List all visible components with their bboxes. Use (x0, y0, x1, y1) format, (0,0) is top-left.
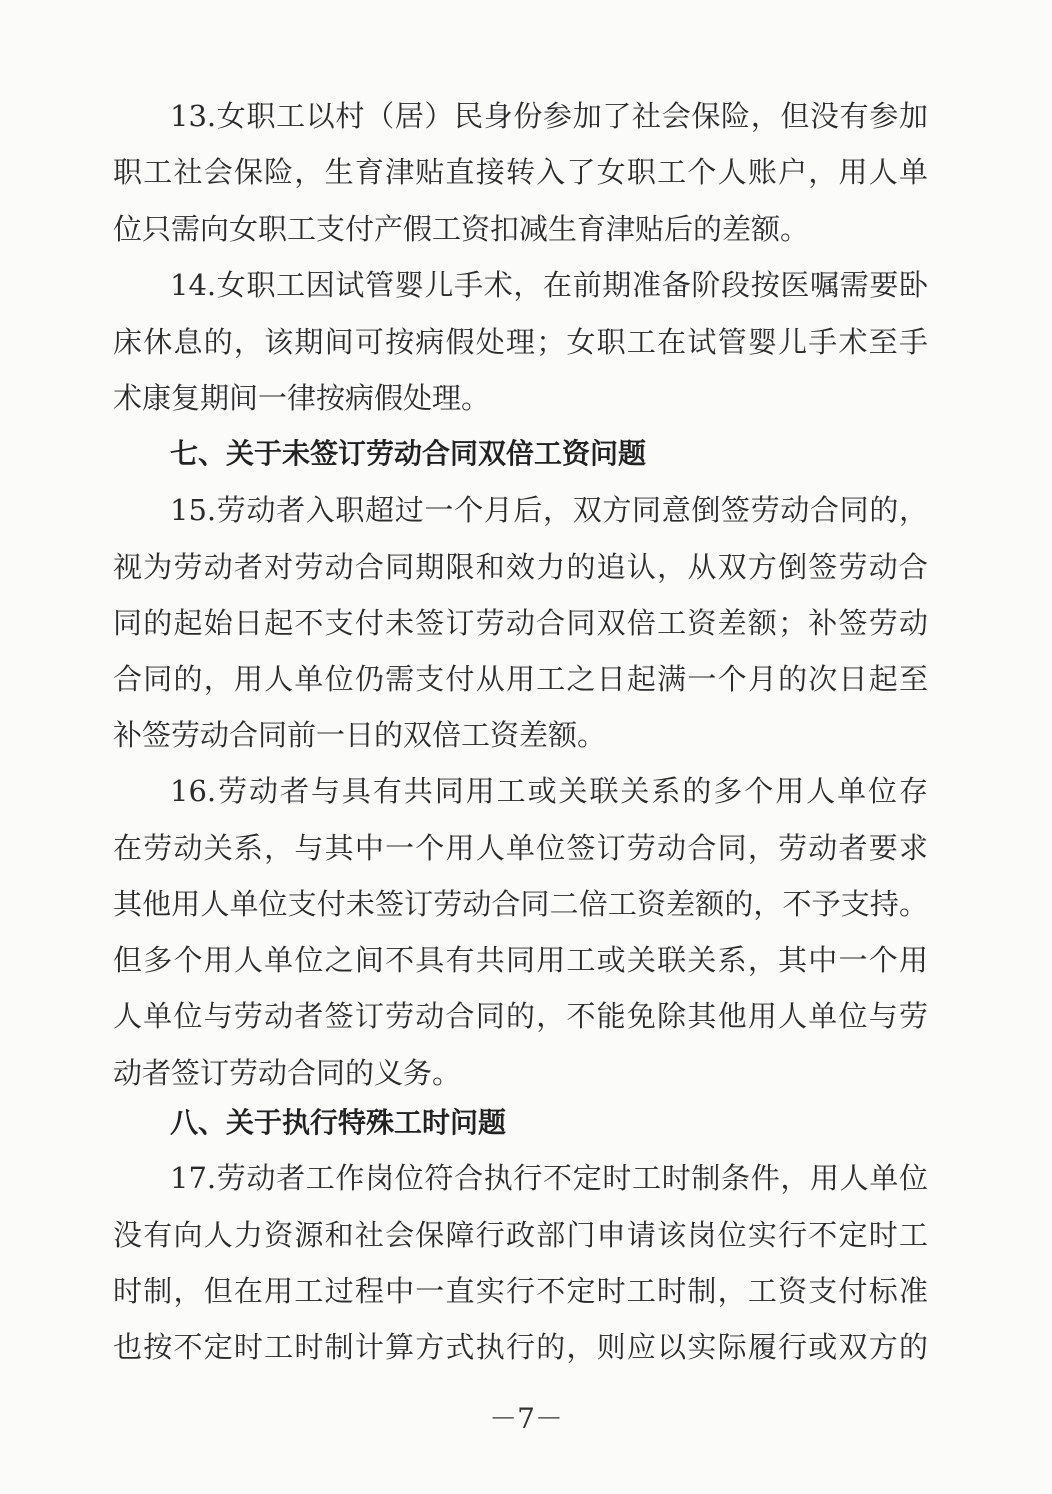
paragraph-16-line-3: 其他用人单位支付未签订劳动合同二倍工资差额的，不予支持。 (113, 887, 928, 921)
paragraph-16-line-2: 在劳动关系，与其中一个用人单位签订劳动合同，劳动者要求 (113, 831, 928, 865)
paragraph-16-line-4: 但多个用人单位之间不具有共同用工或关联关系，其中一个用 (113, 943, 928, 977)
paragraph-14-line-2: 床休息的，该期间可按病假处理；女职工在试管婴儿手术至手 (113, 325, 928, 359)
paragraph-13-line-1: 13.女职工以村（居）民身份参加了社会保险，但没有参加 (170, 99, 928, 133)
paragraph-15-line-2: 视为劳动者对劳动合同期限和效力的追认，从双方倒签劳动合 (113, 550, 928, 584)
section-heading-7: 七、关于未签订劳动合同双倍工资问题 (170, 437, 647, 470)
paragraph-15-line-5: 补签劳动合同前一日的双倍工资差额。 (113, 718, 607, 752)
paragraph-15-line-4: 合同的，用人单位仍需支付从用工之日起满一个月的次日起至 (113, 662, 928, 696)
paragraph-17-line-2: 没有向人力资源和社会保障行政部门申请该岗位实行不定时工 (113, 1218, 928, 1252)
paragraph-13-line-3: 位只需向女职工支付产假工资扣减生育津贴后的差额。 (113, 212, 810, 246)
paragraph-16-line-6: 动者签订劳动合同的义务。 (113, 1056, 462, 1090)
paragraph-17-line-4: 也按不定时工时制计算方式执行的，则应以实际履行或双方的 (113, 1330, 928, 1364)
page-number: －7－ (489, 1402, 563, 1435)
section-heading-8: 八、关于执行特殊工时问题 (170, 1106, 507, 1139)
paragraph-15-line-3: 同的起始日起不支付未签订劳动合同双倍工资差额；补签劳动 (113, 606, 928, 640)
paragraph-15-line-1: 15.劳动者入职超过一个月后，双方同意倒签劳动合同的， (170, 493, 928, 527)
paragraph-13-line-2: 职工社会保险，生育津贴直接转入了女职工个人账户，用人单 (113, 155, 928, 189)
paragraph-14-line-3: 术康复期间一律按病假处理。 (113, 381, 491, 415)
paragraph-16-line-5: 人单位与劳动者签订劳动合同的，不能免除其他用人单位与劳 (113, 999, 928, 1033)
paragraph-17-line-3: 时制，但在用工过程中一直实行不定时工时制，工资支付标准 (113, 1274, 928, 1308)
paragraph-17-line-1: 17.劳动者工作岗位符合执行不定时工时制条件，用人单位 (170, 1161, 928, 1195)
paragraph-14-line-1: 14.女职工因试管婴儿手术，在前期准备阶段按医嘱需要卧 (170, 268, 928, 302)
paragraph-16-line-1: 16.劳动者与具有共同用工或关联关系的多个用人单位存 (170, 774, 928, 808)
